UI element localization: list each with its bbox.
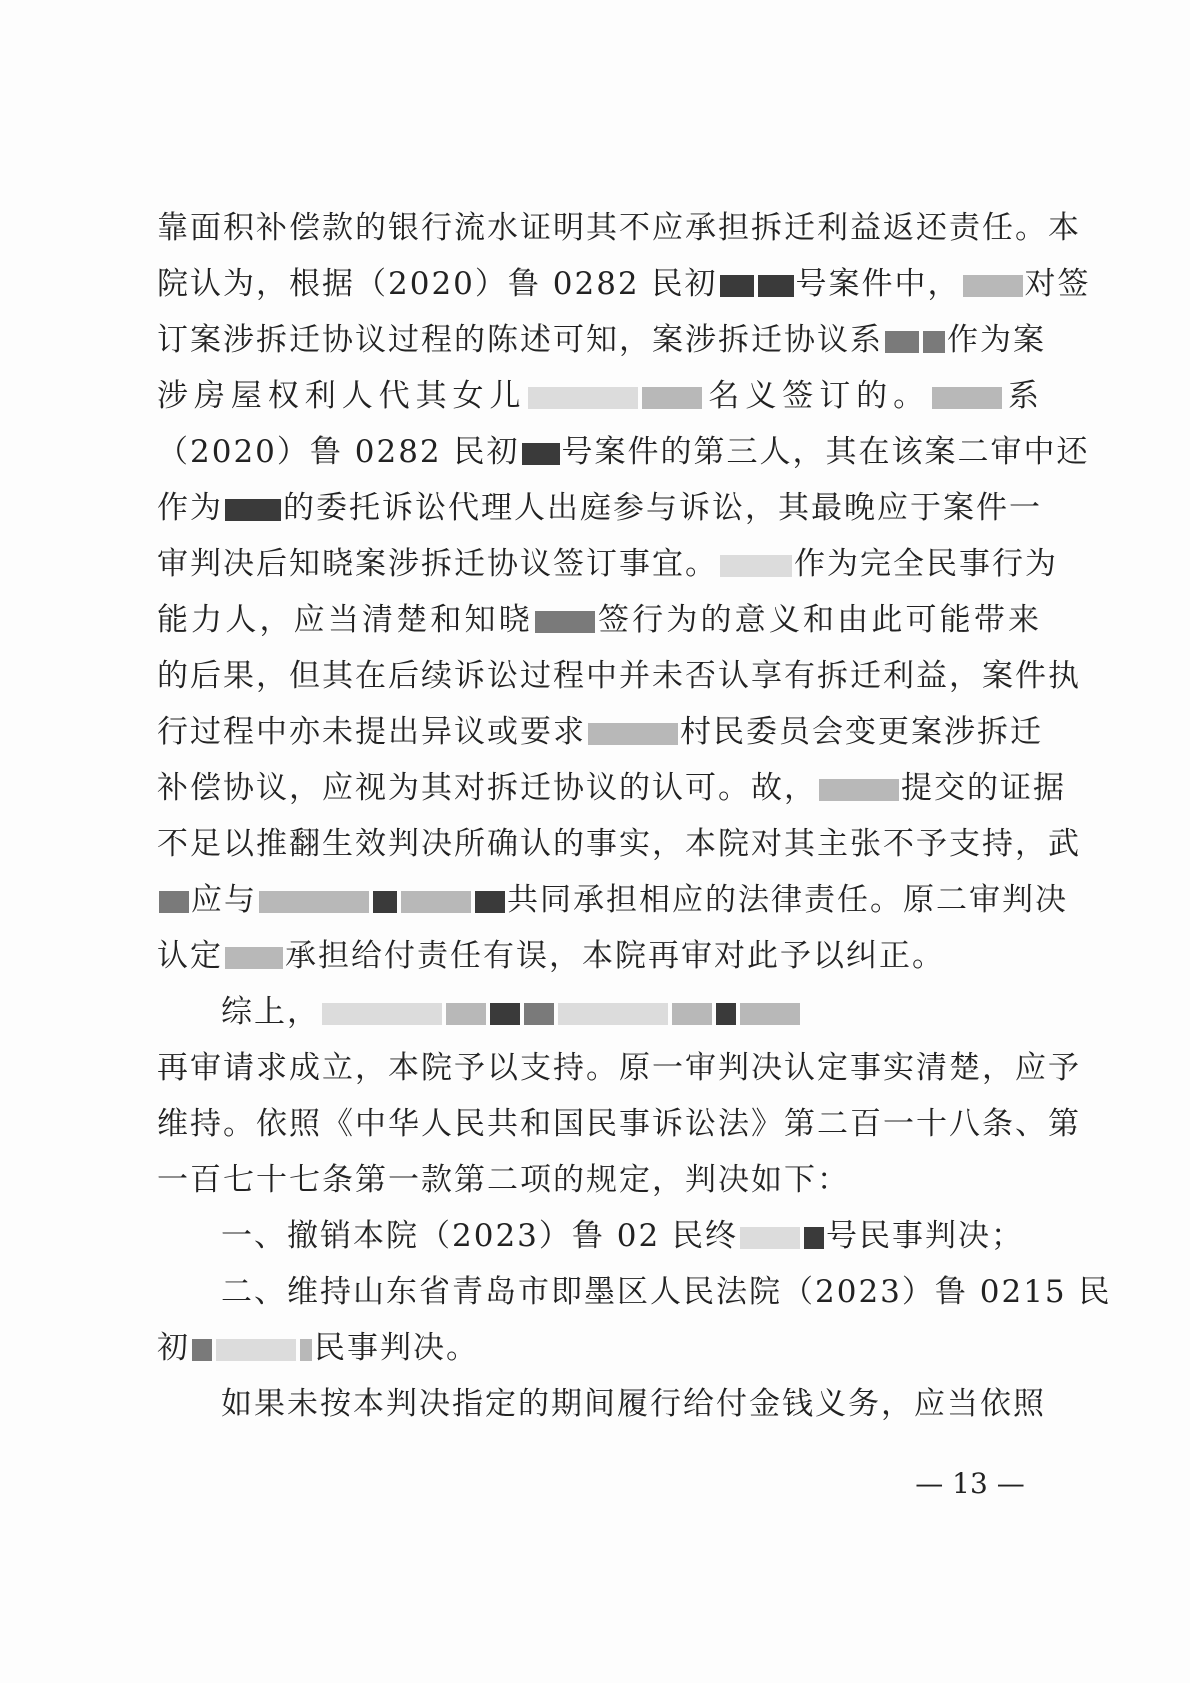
redaction-block: [446, 1003, 486, 1025]
redaction-block: [932, 387, 1002, 409]
judgment-item-1: 一、撤销本院（2023）鲁 02 民终 号民事判决；: [221, 1218, 1025, 1254]
text-line: 靠面积补偿款的银行流水证明其不应承担拆迁利益返还责任。本: [157, 210, 1081, 246]
text-line: 行过程中亦未提出异议或要求 村民委员会变更案涉拆迁: [157, 714, 1043, 750]
redaction-block: [923, 331, 945, 353]
redaction-block: [885, 331, 919, 353]
text-line: 院认为，根据（2020）鲁 0282 民初 号案件中， 对签: [157, 266, 1091, 302]
redaction-block: [225, 499, 281, 521]
redaction-block: [758, 275, 794, 297]
redaction-block: [259, 891, 369, 913]
text-line: 再审请求成立，本院予以支持。原一审判决认定事实清楚，应予: [157, 1050, 1081, 1086]
text-line: 认定 承担给付责任有误，本院再审对此予以纠正。: [157, 938, 945, 974]
redaction-block: [740, 1227, 800, 1249]
redaction-block: [558, 1003, 668, 1025]
text-line: 维持。依照《中华人民共和国民事诉讼法》第二百一十八条、第: [157, 1106, 1081, 1142]
text-line: 初 民事判决。: [157, 1330, 479, 1366]
redaction-block: [522, 443, 560, 465]
redaction-block: [159, 891, 189, 913]
redaction-block: [300, 1339, 312, 1361]
redaction-block: [720, 555, 792, 577]
text-line: 审判决后知晓案涉拆迁协议签订事宜。 作为完全民事行为: [157, 546, 1058, 582]
redaction-block: [642, 387, 702, 409]
redaction-block: [819, 779, 899, 801]
text-line: 能力人，应当清楚和知晓 签行为的意义和由此可能带来: [157, 602, 1042, 638]
redaction-block: [588, 723, 678, 745]
page-number: — 13 —: [915, 1467, 1025, 1500]
redaction-block: [740, 1003, 800, 1025]
text-line: 综上，: [157, 984, 1041, 1040]
text-line: （2020）鲁 0282 民初 号案件的第三人，其在该案二审中还: [157, 434, 1090, 470]
text-line: 订案涉拆迁协议过程的陈述可知，案涉拆迁协议系 作为案: [157, 322, 1046, 358]
text-line: 补偿协议，应视为其对拆迁协议的认可。故， 提交的证据: [157, 770, 1066, 806]
text-line: 的后果，但其在后续诉讼过程中并未否认享有拆迁利益，案件执: [157, 658, 1081, 694]
redaction-block: [225, 947, 283, 969]
redaction-block: [322, 1003, 442, 1025]
redaction-block: [963, 275, 1023, 297]
redaction-block: [192, 1339, 212, 1361]
redaction-block: [216, 1339, 296, 1361]
redaction-block: [490, 1003, 520, 1025]
redaction-block: [475, 891, 505, 913]
redaction-block: [373, 891, 397, 913]
document-body: [157, 200, 1112, 1432]
redaction-block: [804, 1227, 824, 1249]
redaction-block: [535, 611, 595, 633]
text-line: 不足以推翻生效判决所确认的事实，本院对其主张不予支持，武: [157, 826, 1081, 862]
text-line: 作为 的委托诉讼代理人出庭参与诉讼，其最晚应于案件一: [157, 490, 1042, 526]
redaction-block: [672, 1003, 712, 1025]
text-line: 涉房屋权利人代其女儿 名义签订的。 系: [157, 378, 1042, 414]
redaction-block: [528, 387, 638, 409]
text-line: 一百七十七条第一款第二项的规定，判决如下：: [157, 1162, 850, 1198]
text-line: 如果未按本判决指定的期间履行给付金钱义务，应当依照: [221, 1386, 1046, 1422]
redaction-block: [716, 1003, 736, 1025]
redaction-block: [401, 891, 471, 913]
redaction-block: [720, 275, 754, 297]
text-line: 应与 共同承担相应的法律责任。原二审判决: [157, 872, 1041, 928]
redaction-block: [524, 1003, 554, 1025]
judgment-item-2: 二、维持山东省青岛市即墨区人民法院（2023）鲁 0215 民: [221, 1274, 1112, 1310]
